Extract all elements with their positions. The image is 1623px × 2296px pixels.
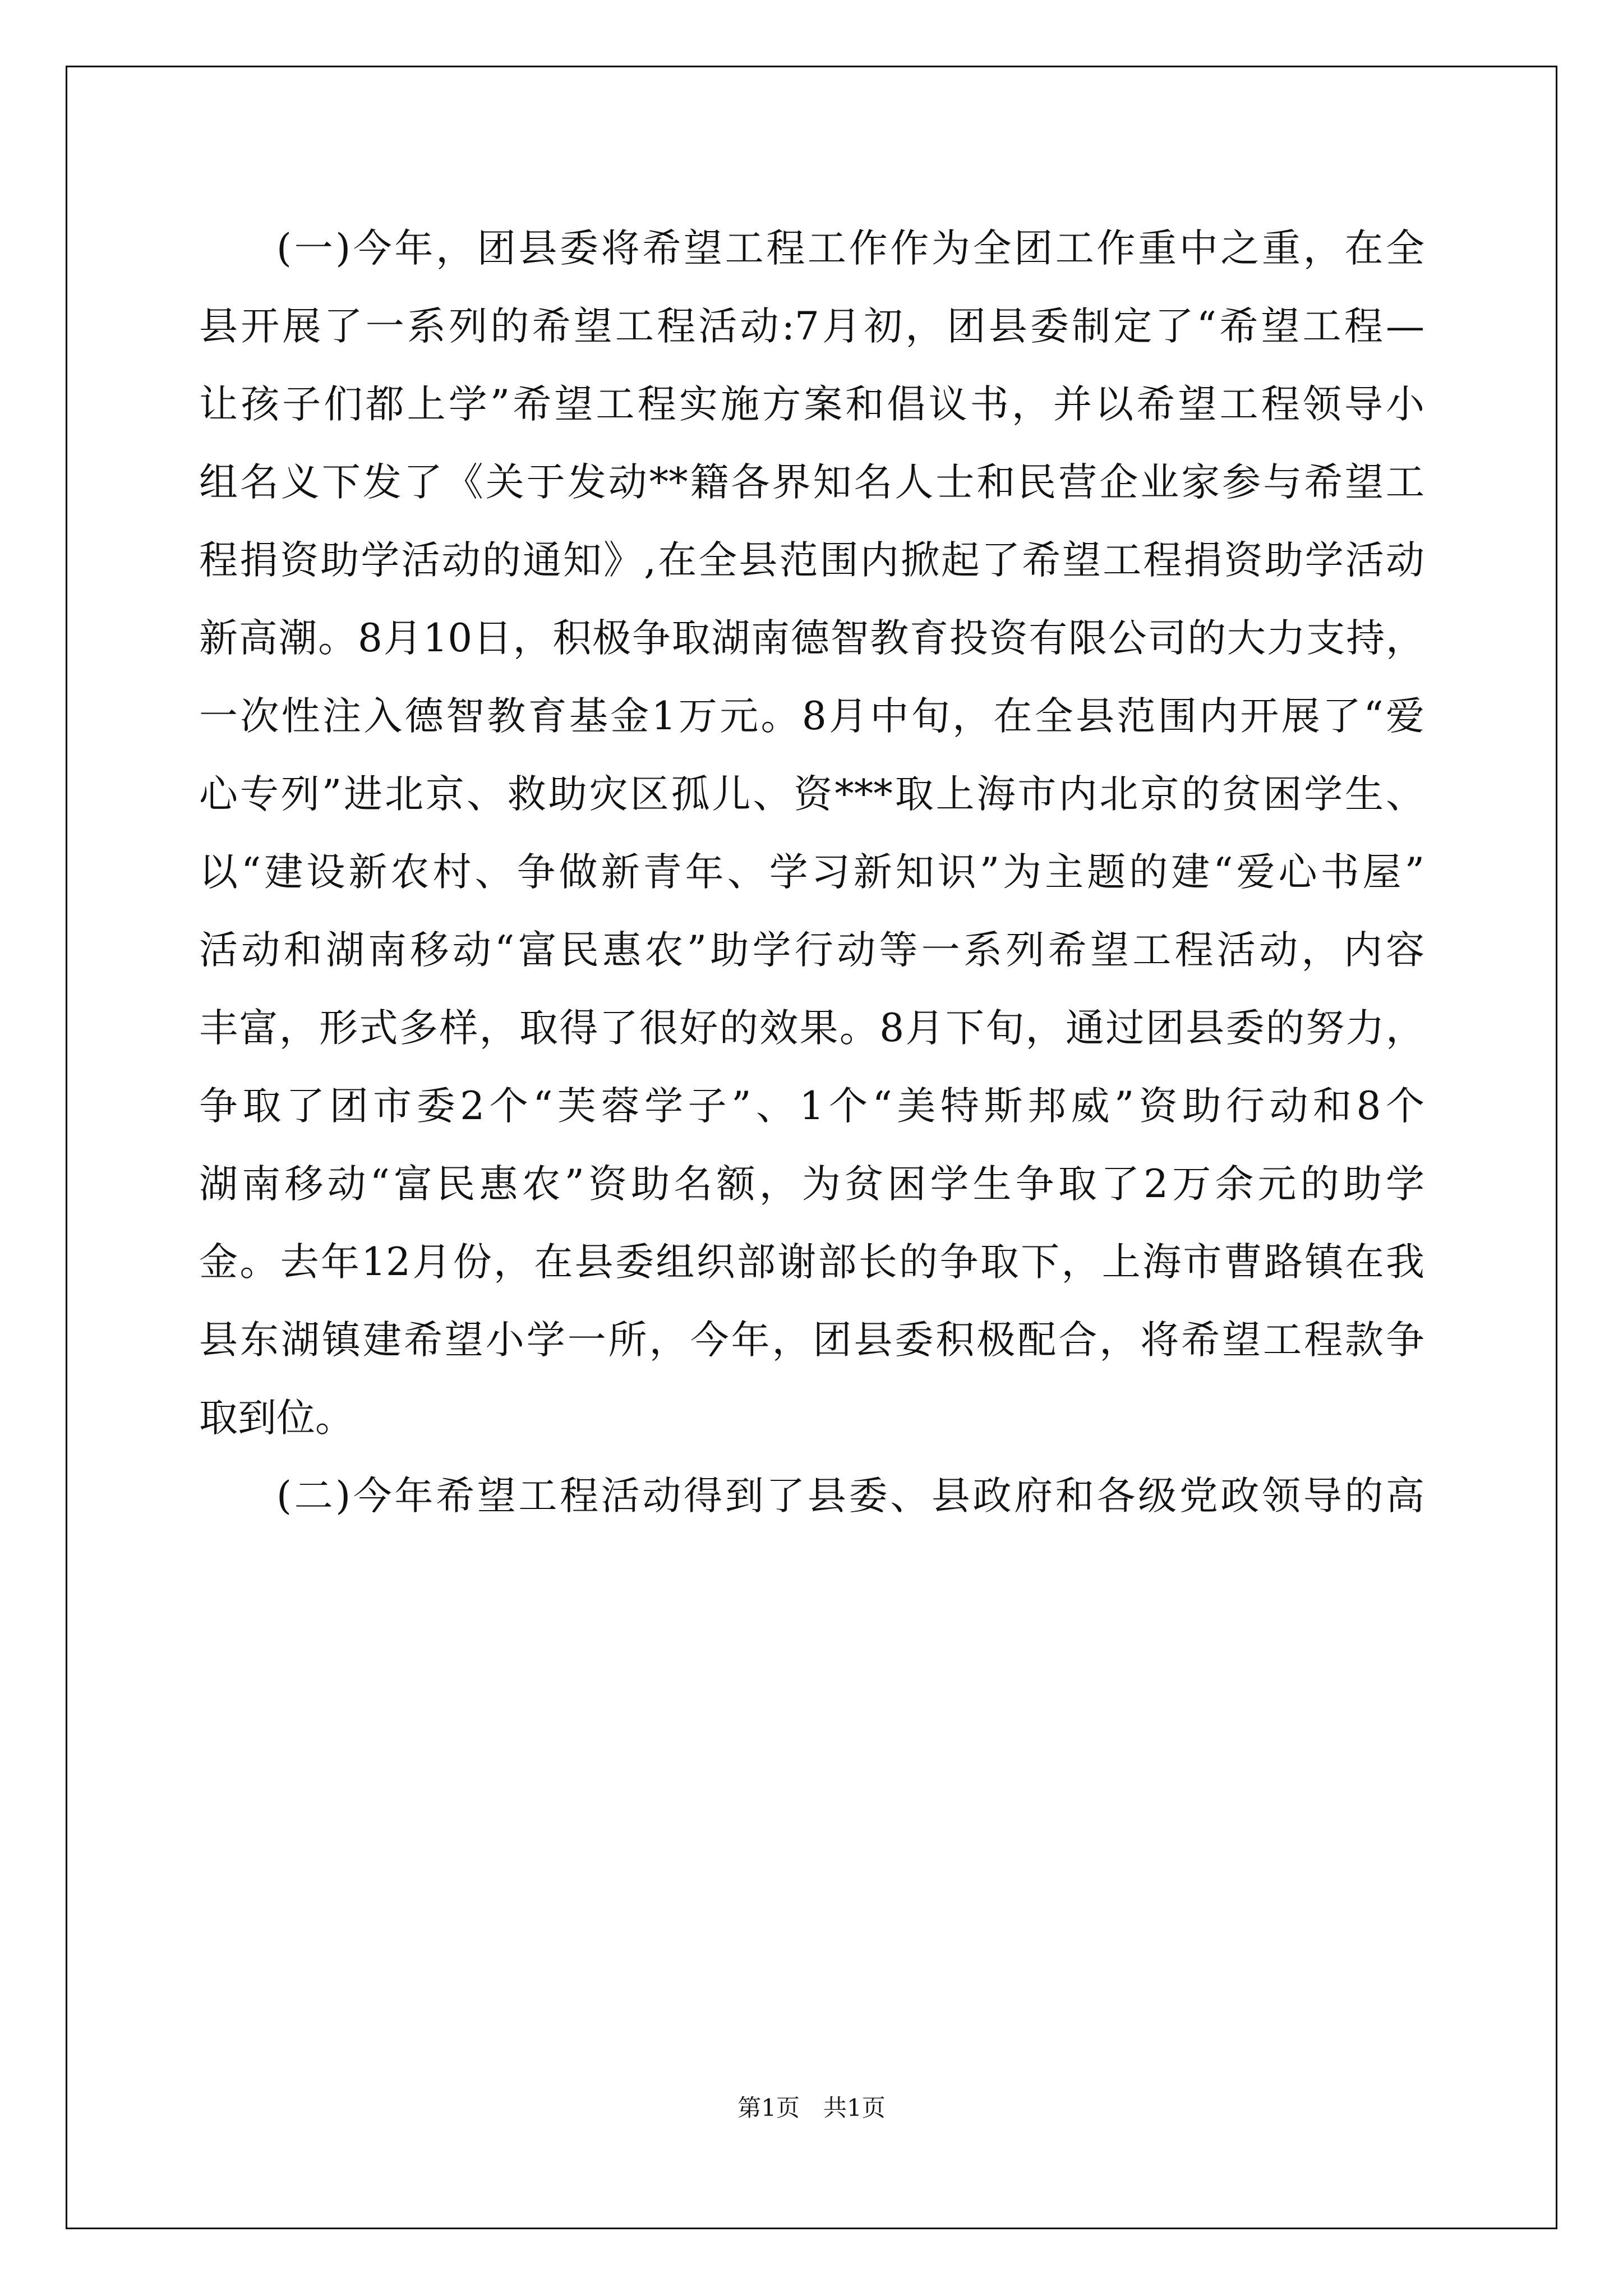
paragraph-1-line-4: 组名义下发了《关于发动**籍各界知名人士和民营企业家参与希望工 bbox=[199, 460, 1424, 505]
paragraph-1-line-10: 活动和湖南移动“富民惠农”助学行动等一系列希望工程活动，内容 bbox=[199, 928, 1424, 973]
paragraph-1-line-12: 争取了团市委2个“芙蓉学子”、1个“美特斯邦威”资助行动和8个 bbox=[199, 1084, 1424, 1129]
paragraph-1-line-8: 心专列”进北京、救助灾区孤儿、资***取上海市内北京的贫困学生、 bbox=[199, 772, 1424, 817]
paragraph-1-line-9: 以“建设新农村、争做新青年、学习新知识”为主题的建“爱心书屋” bbox=[199, 850, 1424, 895]
paragraph-1-line-6: 新高潮。8月10日，积极争取湖南德智教育投资有限公司的大力支持， bbox=[199, 616, 1424, 661]
paragraph-1-line-7: 一次性注入德智教育基金1万元。8月中旬，在全县范围内开展了“爱 bbox=[199, 694, 1424, 739]
paragraph-1-line-3: 让孩子们都上学”希望工程实施方案和倡议书，并以希望工程领导小 bbox=[199, 382, 1424, 427]
paragraph-1-line-5: 程捐资助学活动的通知》,在全县范围内掀起了希望工程捐资助学活动 bbox=[199, 538, 1424, 583]
paragraph-1-line-16: 取到位。 bbox=[199, 1396, 354, 1441]
paragraph-1-line-13: 湖南移动“富民惠农”资助名额，为贫困学生争取了2万余元的助学 bbox=[199, 1162, 1424, 1207]
document-body bbox=[199, 210, 1424, 1535]
page-footer: 第1页 共1页 bbox=[737, 2094, 886, 2122]
paragraph-2-line-1: (二)今年希望工程活动得到了县委、县政府和各级党政领导的高 bbox=[276, 1474, 1424, 1519]
paragraph-1-line-14: 金。去年12月份，在县委组织部谢部长的争取下，上海市曹路镇在我 bbox=[199, 1240, 1424, 1285]
paragraph-1-line-11: 丰富，形式多样，取得了很好的效果。8月下旬，通过团县委的努力， bbox=[199, 1006, 1424, 1051]
paragraph-1-line-15: 县东湖镇建希望小学一所，今年，团县委积极配合，将希望工程款争 bbox=[199, 1318, 1424, 1363]
paragraph-1-line-1: (一)今年，团县委将希望工程工作作为全团工作重中之重，在全 bbox=[276, 226, 1424, 271]
paragraph-1-line-2: 县开展了一系列的希望工程活动:7月初，团县委制定了“希望工程— bbox=[199, 304, 1424, 349]
